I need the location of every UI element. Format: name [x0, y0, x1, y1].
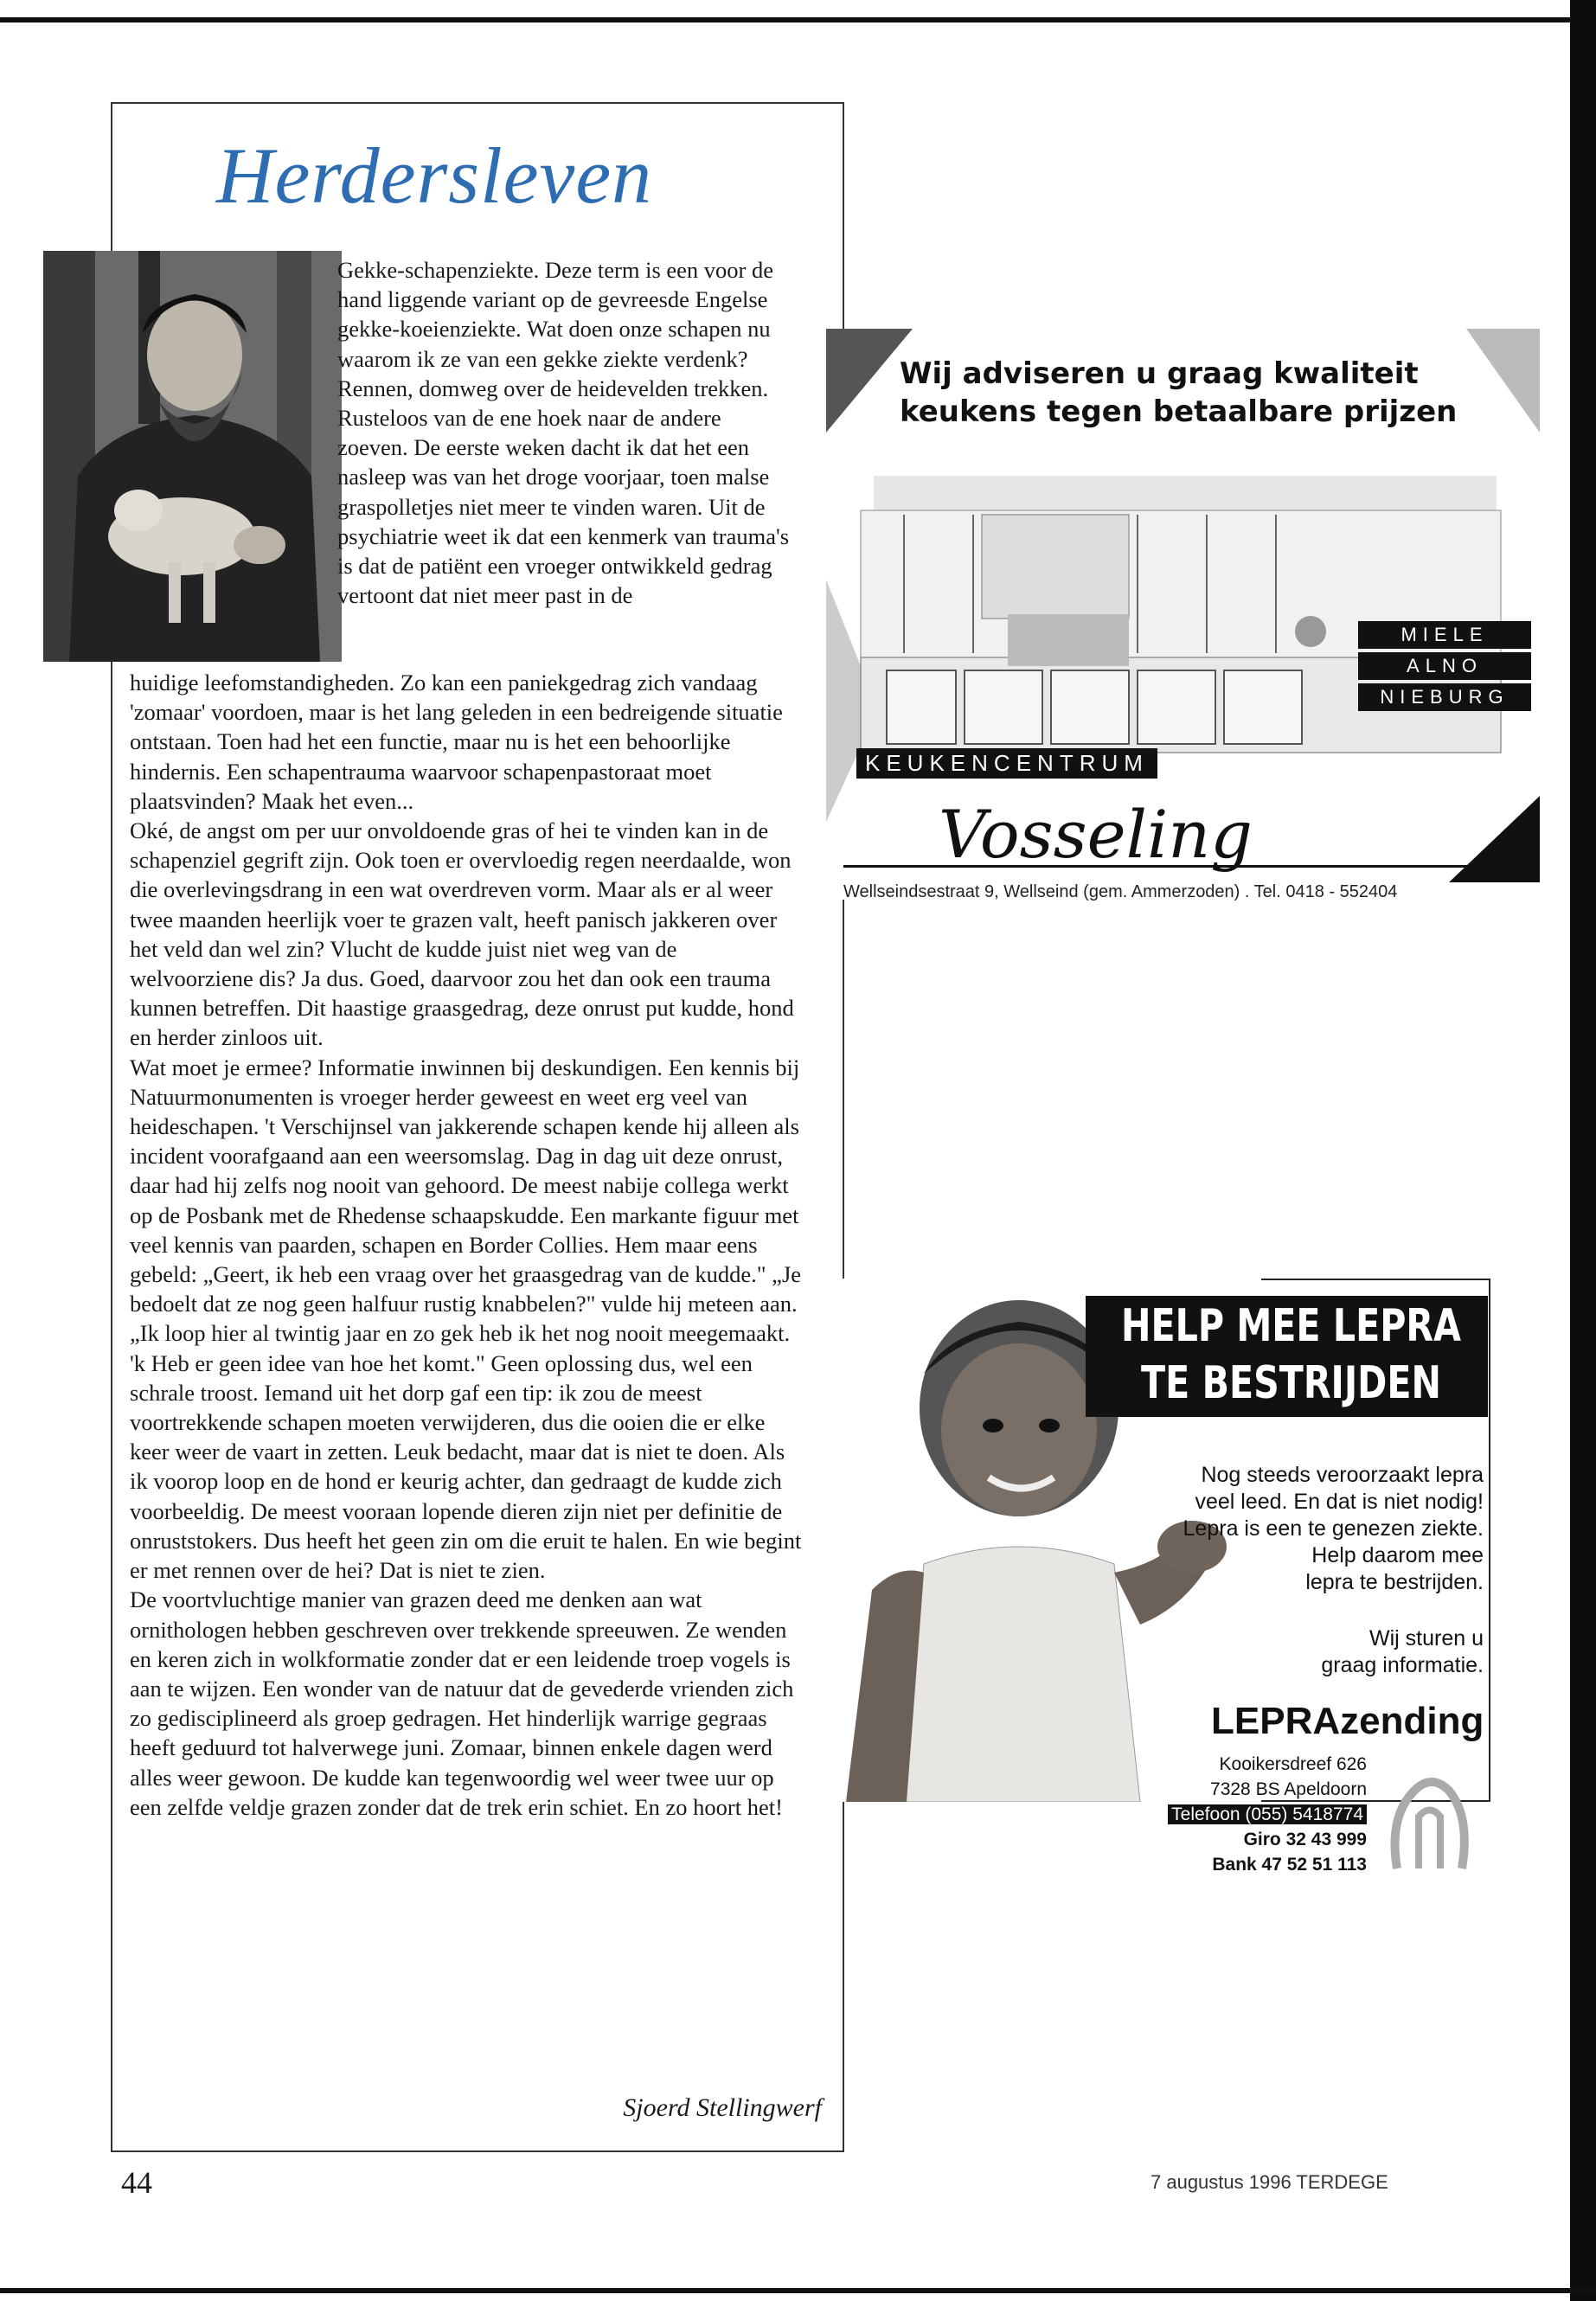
- article-body: [130, 668, 804, 1822]
- bottom-rule: [0, 2288, 1596, 2293]
- article-title: Herdersleven: [216, 131, 653, 220]
- lepra-giro: Giro 32 43 999: [1243, 1830, 1367, 1849]
- scan-edge: [1570, 0, 1596, 2301]
- brand-miele: MIELE: [1358, 621, 1531, 649]
- article-intro: [337, 255, 792, 610]
- lepra-body-line: veel leed. En dat is niet nodig!: [1195, 1490, 1484, 1514]
- vosseling-logo: Vosseling: [939, 796, 1253, 873]
- kitchen-headline-line: keukens tegen betaalbare prijzen: [900, 394, 1458, 429]
- brand-list: [1358, 621, 1531, 715]
- intro-paragraph: Gekke-schapenziekte. Deze term is een voor de hand liggende variant op de gevreesde Engelse gekke-koeienziekte. Wat doen onze schapen nu waarom ik ze van een gekke ziekte verdenk? Rennen, domweg over de heidevelden trekken. Rusteloos van de ene hoek naar de andere zoeven. De eerste weken dacht ik dat het een nasleep was van het droge voorjaar, toen malse graspolletjes niet meer te vinden waren. Uit de psychiatrie weet ik dat een kenmerk van trauma's is dat de patiënt een vroeger ontwikkeld gedrag vertoont dat niet meer past in de: [337, 257, 790, 609]
- lepra-address: [1133, 1752, 1367, 1877]
- brand-nieburg: NIEBURG: [1358, 683, 1531, 711]
- lepra-headline: [1118, 1298, 1464, 1412]
- author-signature: Sjoerd Stellingwerf: [623, 2093, 822, 2122]
- lepra-street: Kooikersdreef 626: [1219, 1754, 1367, 1774]
- lepra-bank: Bank 47 52 51 113: [1212, 1855, 1367, 1875]
- lepra-body-line: Help daarom mee: [1311, 1543, 1484, 1567]
- kitchen-headline-line: Wij adviseren u graag kwaliteit: [900, 356, 1419, 391]
- body-paragraph: De voortvluchtige manier van grazen deed me denken aan wat ornithologen hebben geschreven over trekkende spreeuwen. Ze wenden en keren zich in wolkformatie zonder dat er een leidende troep vogels is aan te wijzen. Een wonder van de natuur dat de gevederde vrienden zich zo gedisciplineerd als groep gedragen. Het hinderlijk warrige gegraas heeft geduurd tot halverwege juni. Zomaar, binnen enkele dagen werd alles weer gewoon. De kudde kan tegenwoordig wel weer twee uur op een zelfde veldje grazen zonder dat de trek erin schiet. En zo hoort het!: [130, 1586, 794, 1820]
- shepherd-photo: [43, 251, 342, 662]
- body-paragraph: huidige leefomstandigheden. Zo kan een paniekgedrag zich vandaag 'zomaar' voordoen, maar is het lang geleden in een bedreigende situatie ontstaan. Toen had het een functie, maar nu is het een behoorlijke hindernis. Een schapentrauma waarvoor schapenpastoraat moet plaatsvinden? Maak het even...: [130, 670, 783, 814]
- lepra-body-line: Lepra is een te genezen ziekte.: [1183, 1516, 1484, 1541]
- kitchen-ad-headline: [900, 355, 1488, 431]
- issue-info: 7 augustus 1996 TERDEGE: [1151, 2171, 1388, 2193]
- lepra-phone: Telefoon (055) 5418774: [1168, 1804, 1367, 1824]
- lepra-city: 7328 BS Apeldoorn: [1210, 1779, 1367, 1799]
- lepra-headline-line: HELP MEE LEPRA: [1121, 1300, 1461, 1352]
- keukencentrum-tag: KEUKENCENTRUM: [856, 748, 1157, 779]
- lepra-body-line: lepra te bestrijden.: [1305, 1570, 1484, 1594]
- lepra-body: [1159, 1462, 1484, 1679]
- lepra-logo-icon: [1380, 1765, 1479, 1877]
- kitchen-address: Wellseindsestraat 9, Wellseind (gem. Ammerzoden) . Tel. 0418 - 552404: [843, 882, 1398, 901]
- top-rule: [0, 17, 1596, 22]
- brand-alno: ALNO: [1358, 652, 1531, 680]
- body-paragraph: Wat moet je ermee? Informatie inwinnen bij deskundigen. Een kennis bij Natuurmonumenten is vroeger herder geweest en weet erg veel van heideschapen. 't Verschijnsel van jakkerende schapen kende hij alleen als incident voorafgaand aan een weersomslag. Dag in dag uit deze onrust, daar had hij zelfs nog nooit van gehoord. De meest nabije collega werkt op de Posbank met de Rhedense schaapskudde. Een markante figuur met veel kennis van paarden, schapen en Border Collies. Hem maar eens gebeld: „Geert, ik heb een vraag over het graasgedrag van de kudde." „Je bedoelt dat ze nog geen halfuur rustig knabbelen?" vulde hij meteen aan. „Ik loop hier al twintig jaar en zo gek heb ik het nog nooit meegemaakt. 'k Heb er geen idee van hoe het komt." Geen oplossing dus, wel een schrale troost. Iemand uit het dorp gaf een tip: ik zou de meest voortrekkende schapen moeten verwijderen, dus die ooien die er elke keer weer de vaart in zetten. Leuk bedacht, maar dat is niet te doen. Als ik voorop loop en de hond er keurig achter, dan gedraagt de kudde zich voorbeeldig. De meest vooraan lopende dieren zijn niet per definitie de onruststokers. Dus heeft het geen zin om die eruit te halen. En wie begint er met rennen over de hei? Dat is niet te zien.: [130, 1054, 802, 1584]
- page-number: 44: [121, 2165, 152, 2200]
- lepra-organization: LEPRAzending: [1211, 1700, 1484, 1742]
- lepra-headline-line: TE BESTRIJDEN: [1141, 1357, 1441, 1409]
- lepra-body-line: Nog steeds veroorzaakt lepra: [1201, 1463, 1484, 1487]
- lepra-body-line: Wij sturen u: [1369, 1626, 1484, 1650]
- body-paragraph: Oké, de angst om per uur onvoldoende gras of hei te vinden kan in de schapenziel gegrift zijn. Ook toen er overvloedig regen neerdaalde, won die overlevingsdrang in een wat overdreven vorm. Maar als er al weer twee maanden heerlijk voer te grazen valt, heeft panisch jakkeren over het veld dan wel zin? Vlucht de kudde juist niet weg van de welvoorziene dis? Ja dus. Goed, daarvoor zou het dan ook een trauma kunnen betreffen. Dit haastige graasgedrag, deze onrust put kudde, hond en herder zinloos uit.: [130, 817, 794, 1051]
- lepra-body-line: graag informatie.: [1321, 1653, 1484, 1677]
